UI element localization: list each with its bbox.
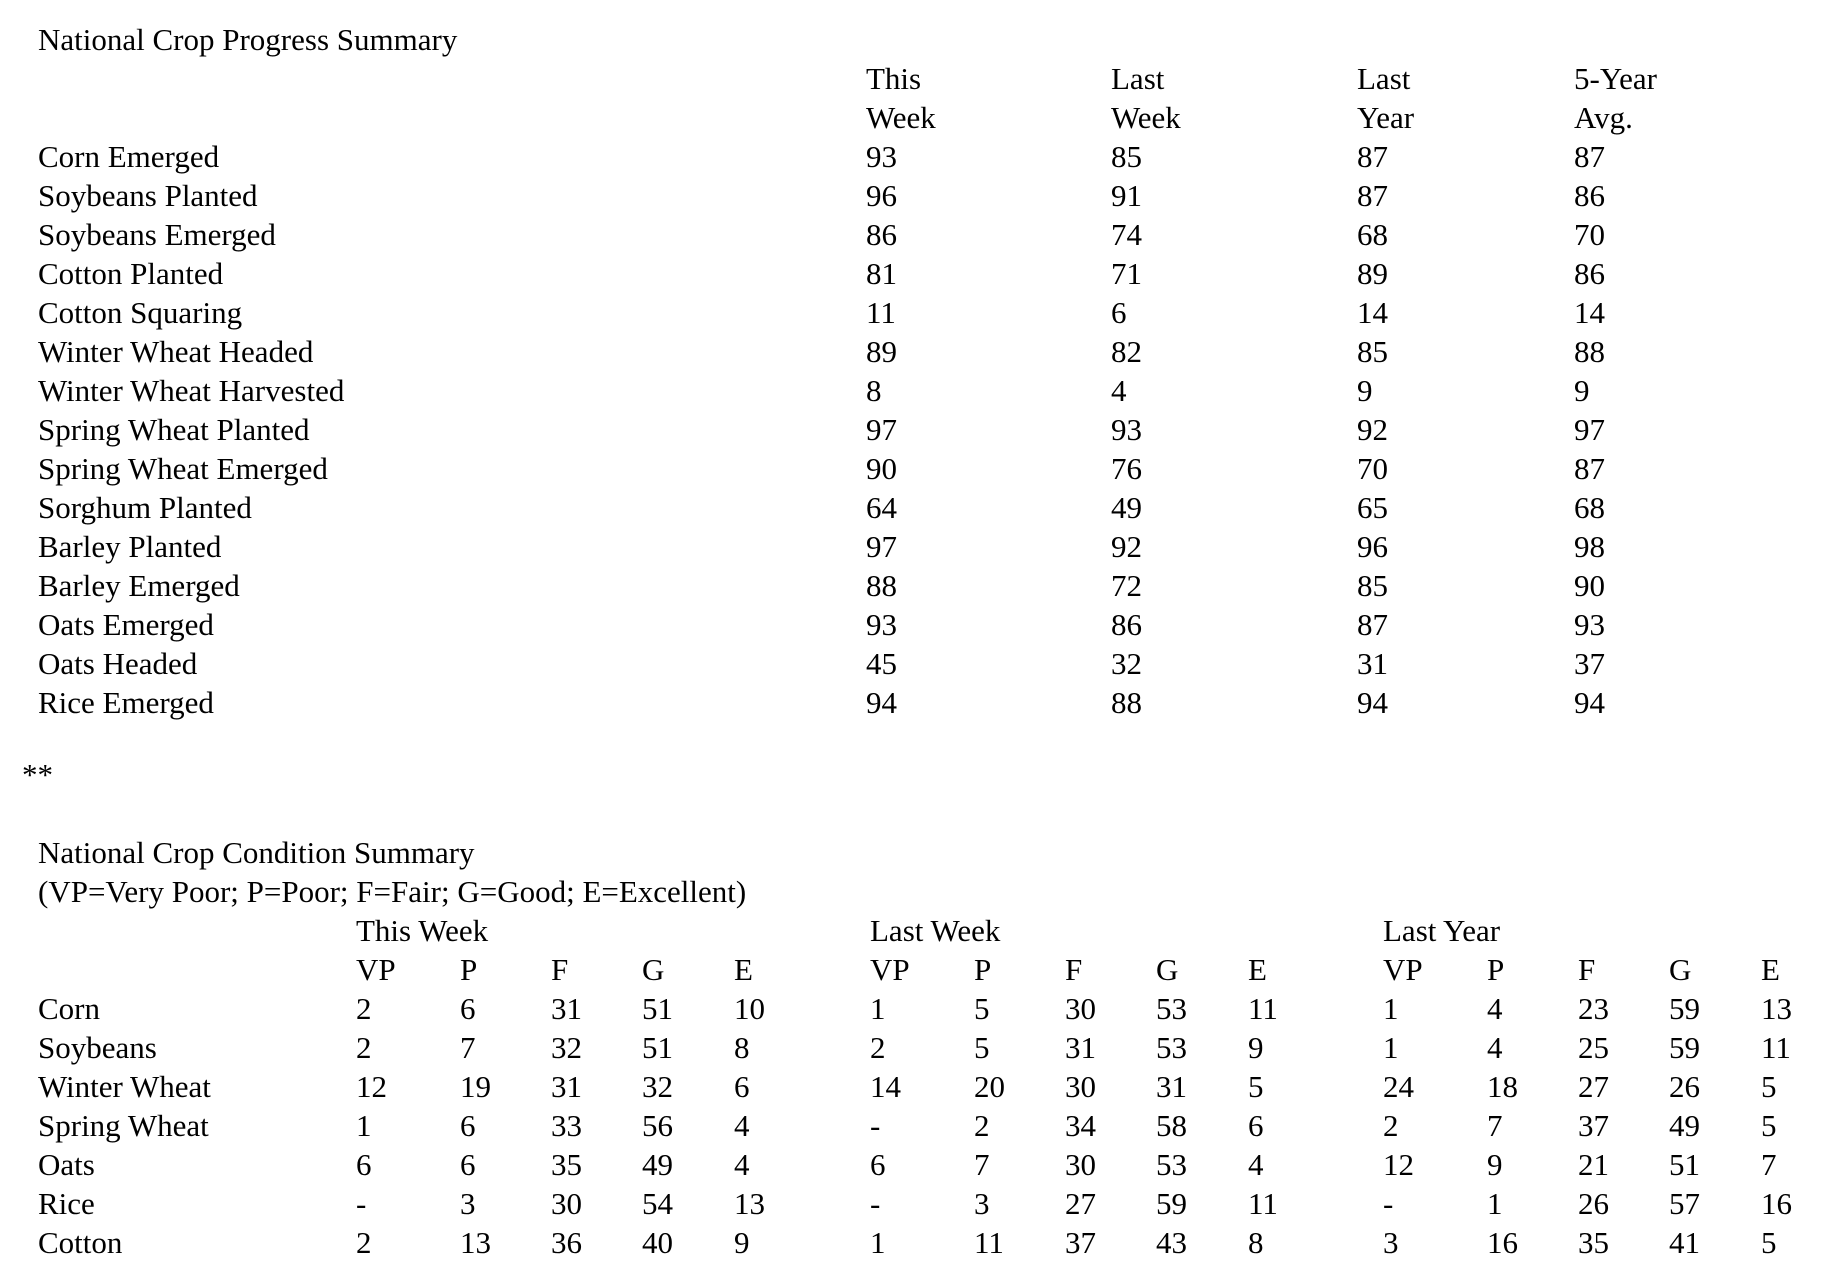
condition-cell: 31	[551, 1069, 582, 1104]
condition-cell: 13	[460, 1225, 491, 1260]
separator-mark: **	[22, 757, 53, 792]
progress-cell: 92	[1357, 412, 1388, 447]
progress-col-header: Year	[1357, 100, 1415, 135]
condition-cell: 16	[1487, 1225, 1518, 1260]
progress-cell: 64	[866, 490, 897, 525]
condition-cell: 7	[974, 1147, 990, 1182]
condition-cell: 6	[460, 991, 476, 1026]
condition-cell: 3	[1383, 1225, 1399, 1260]
condition-cell: 10	[734, 991, 765, 1026]
condition-cell: 5	[1761, 1069, 1777, 1104]
condition-cell: -	[356, 1186, 367, 1221]
condition-cell: 3	[460, 1186, 476, 1221]
progress-cell: 86	[866, 217, 897, 252]
condition-cell: 6	[734, 1069, 750, 1104]
progress-cell: 49	[1111, 490, 1142, 525]
condition-cell: 2	[870, 1030, 886, 1065]
condition-cell: 51	[642, 991, 673, 1026]
progress-cell: 87	[1574, 139, 1605, 174]
condition-cell: 4	[1248, 1147, 1264, 1182]
condition-cell: 7	[1761, 1147, 1777, 1182]
progress-cell: 70	[1357, 451, 1388, 486]
progress-cell: 97	[866, 412, 897, 447]
progress-col-header: This	[866, 61, 922, 96]
condition-subheader: E	[1248, 952, 1267, 987]
condition-cell: 31	[551, 991, 582, 1026]
condition-cell: 53	[1156, 991, 1187, 1026]
progress-cell: 89	[866, 334, 897, 369]
progress-cell: 94	[1574, 685, 1605, 720]
condition-row-label: Corn	[38, 991, 100, 1026]
condition-cell: 13	[734, 1186, 765, 1221]
progress-cell: 86	[1111, 607, 1142, 642]
progress-row-label: Winter Wheat Headed	[38, 334, 314, 369]
condition-cell: 30	[551, 1186, 582, 1221]
condition-cell: 11	[1761, 1030, 1791, 1065]
condition-cell: 6	[356, 1147, 372, 1182]
progress-cell: 8	[866, 373, 882, 408]
condition-cell: 5	[1248, 1069, 1264, 1104]
progress-cell: 11	[866, 295, 896, 330]
progress-row-label: Oats Emerged	[38, 607, 214, 642]
condition-cell: 9	[1248, 1030, 1264, 1065]
condition-cell: 59	[1156, 1186, 1187, 1221]
progress-col-header: 5-Year	[1574, 61, 1657, 96]
condition-cell: 11	[1248, 1186, 1278, 1221]
condition-row-label: Cotton	[38, 1225, 123, 1260]
condition-cell: 25	[1578, 1030, 1609, 1065]
condition-cell: 26	[1578, 1186, 1609, 1221]
condition-cell: 5	[1761, 1225, 1777, 1260]
condition-cell: 8	[734, 1030, 750, 1065]
condition-subheader: F	[1065, 952, 1083, 987]
condition-cell: 1	[356, 1108, 372, 1143]
condition-cell: 30	[1065, 1069, 1096, 1104]
condition-cell: 12	[356, 1069, 387, 1104]
progress-cell: 87	[1357, 139, 1388, 174]
condition-cell: 53	[1156, 1030, 1187, 1065]
progress-col-header: Avg.	[1574, 100, 1633, 135]
condition-subtitle: (VP=Very Poor; P=Poor; F=Fair; G=Good; E=Excellent)	[38, 874, 747, 909]
condition-cell: 3	[974, 1186, 990, 1221]
condition-cell: 36	[551, 1225, 582, 1260]
condition-cell: 4	[1487, 1030, 1503, 1065]
condition-cell: 37	[1065, 1225, 1096, 1260]
progress-cell: 93	[1111, 412, 1142, 447]
condition-cell: 9	[734, 1225, 750, 1260]
condition-cell: 31	[1156, 1069, 1187, 1104]
condition-cell: 1	[1383, 1030, 1399, 1065]
progress-col-header: Last	[1357, 61, 1411, 96]
condition-cell: 18	[1487, 1069, 1518, 1104]
progress-cell: 90	[866, 451, 897, 486]
condition-subheader: E	[734, 952, 753, 987]
condition-subheader: VP	[1383, 952, 1423, 987]
progress-cell: 93	[1574, 607, 1605, 642]
progress-cell: 9	[1574, 373, 1590, 408]
progress-cell: 37	[1574, 646, 1605, 681]
condition-cell: 33	[551, 1108, 582, 1143]
condition-cell: 6	[460, 1108, 476, 1143]
condition-subheader: F	[1578, 952, 1596, 987]
progress-cell: 81	[866, 256, 897, 291]
progress-row-label: Soybeans Planted	[38, 178, 258, 213]
condition-cell: 1	[1383, 991, 1399, 1026]
progress-cell: 6	[1111, 295, 1127, 330]
progress-cell: 32	[1111, 646, 1142, 681]
condition-cell: 27	[1578, 1069, 1609, 1104]
condition-cell: 6	[460, 1147, 476, 1182]
condition-cell: 13	[1761, 991, 1792, 1026]
condition-cell: 19	[460, 1069, 491, 1104]
progress-cell: 71	[1111, 256, 1142, 291]
condition-subheader: VP	[870, 952, 910, 987]
progress-cell: 98	[1574, 529, 1605, 564]
condition-cell: 49	[1669, 1108, 1700, 1143]
condition-group-header: Last Year	[1383, 913, 1501, 948]
progress-col-header: Last	[1111, 61, 1165, 96]
progress-cell: 4	[1111, 373, 1127, 408]
progress-cell: 88	[1111, 685, 1142, 720]
condition-row-label: Soybeans	[38, 1030, 157, 1065]
progress-col-header: Week	[866, 100, 936, 135]
condition-cell: 24	[1383, 1069, 1414, 1104]
condition-cell: -	[870, 1186, 881, 1221]
condition-cell: -	[870, 1108, 881, 1143]
condition-cell: 2	[356, 991, 372, 1026]
condition-cell: 23	[1578, 991, 1609, 1026]
condition-cell: 11	[974, 1225, 1004, 1260]
condition-row-label: Winter Wheat	[38, 1069, 211, 1104]
progress-row-label: Spring Wheat Planted	[38, 412, 310, 447]
condition-cell: 2	[356, 1225, 372, 1260]
condition-cell: 2	[356, 1030, 372, 1065]
condition-subheader: P	[460, 952, 478, 987]
condition-cell: 59	[1669, 991, 1700, 1026]
progress-cell: 94	[866, 685, 897, 720]
condition-cell: 31	[1065, 1030, 1096, 1065]
progress-cell: 68	[1357, 217, 1388, 252]
progress-cell: 72	[1111, 568, 1142, 603]
progress-cell: 96	[866, 178, 897, 213]
condition-cell: 20	[974, 1069, 1005, 1104]
progress-cell: 88	[866, 568, 897, 603]
condition-subheader: P	[974, 952, 992, 987]
progress-cell: 74	[1111, 217, 1142, 252]
condition-cell: 16	[1761, 1186, 1792, 1221]
condition-cell: 30	[1065, 991, 1096, 1026]
condition-cell: 7	[1487, 1108, 1503, 1143]
condition-cell: 51	[1669, 1147, 1700, 1182]
progress-cell: 85	[1357, 334, 1388, 369]
condition-cell: 1	[870, 991, 886, 1026]
progress-row-label: Sorghum Planted	[38, 490, 252, 525]
progress-row-label: Cotton Planted	[38, 256, 224, 291]
progress-cell: 87	[1357, 607, 1388, 642]
progress-col-header: Week	[1111, 100, 1181, 135]
condition-cell: 8	[1248, 1225, 1264, 1260]
condition-cell: 1	[1487, 1186, 1503, 1221]
condition-cell: 4	[734, 1108, 750, 1143]
condition-cell: 1	[870, 1225, 886, 1260]
condition-cell: 4	[1487, 991, 1503, 1026]
progress-row-label: Rice Emerged	[38, 685, 214, 720]
condition-cell: 11	[1248, 991, 1278, 1026]
condition-cell: 59	[1669, 1030, 1700, 1065]
condition-cell: 35	[1578, 1225, 1609, 1260]
condition-subheader: P	[1487, 952, 1505, 987]
progress-title: National Crop Progress Summary	[38, 22, 458, 57]
progress-cell: 76	[1111, 451, 1142, 486]
progress-row-label: Spring Wheat Emerged	[38, 451, 328, 486]
progress-row-label: Soybeans Emerged	[38, 217, 276, 252]
progress-cell: 91	[1111, 178, 1142, 213]
condition-cell: 2	[974, 1108, 990, 1143]
condition-title: National Crop Condition Summary	[38, 835, 475, 870]
condition-cell: 51	[642, 1030, 673, 1065]
condition-cell: 30	[1065, 1147, 1096, 1182]
condition-row-label: Spring Wheat	[38, 1108, 209, 1143]
progress-cell: 65	[1357, 490, 1388, 525]
condition-cell: -	[1383, 1186, 1394, 1221]
condition-cell: 7	[460, 1030, 476, 1065]
condition-cell: 35	[551, 1147, 582, 1182]
condition-cell: 43	[1156, 1225, 1187, 1260]
condition-cell: 57	[1669, 1186, 1700, 1221]
condition-cell: 6	[870, 1147, 886, 1182]
progress-cell: 93	[866, 139, 897, 174]
condition-cell: 32	[551, 1030, 582, 1065]
progress-cell: 85	[1111, 139, 1142, 174]
progress-cell: 68	[1574, 490, 1605, 525]
condition-cell: 9	[1487, 1147, 1503, 1182]
progress-row-label: Barley Emerged	[38, 568, 240, 603]
progress-cell: 14	[1574, 295, 1605, 330]
condition-cell: 12	[1383, 1147, 1414, 1182]
condition-cell: 21	[1578, 1147, 1609, 1182]
condition-cell: 5	[1761, 1108, 1777, 1143]
condition-cell: 32	[642, 1069, 673, 1104]
condition-subheader: G	[1156, 952, 1179, 987]
progress-row-label: Oats Headed	[38, 646, 198, 681]
condition-row-label: Oats	[38, 1147, 95, 1182]
progress-cell: 97	[866, 529, 897, 564]
condition-cell: 34	[1065, 1108, 1096, 1143]
condition-cell: 14	[870, 1069, 901, 1104]
progress-row-label: Winter Wheat Harvested	[38, 373, 345, 408]
condition-subheader: F	[551, 952, 569, 987]
progress-cell: 70	[1574, 217, 1605, 252]
condition-cell: 2	[1383, 1108, 1399, 1143]
progress-cell: 86	[1574, 256, 1605, 291]
progress-cell: 89	[1357, 256, 1388, 291]
condition-cell: 54	[642, 1186, 673, 1221]
condition-cell: 56	[642, 1108, 673, 1143]
progress-cell: 45	[866, 646, 897, 681]
condition-cell: 5	[974, 1030, 990, 1065]
condition-cell: 41	[1669, 1225, 1700, 1260]
condition-cell: 53	[1156, 1147, 1187, 1182]
condition-cell: 26	[1669, 1069, 1700, 1104]
progress-cell: 90	[1574, 568, 1605, 603]
condition-subheader: E	[1761, 952, 1780, 987]
condition-cell: 37	[1578, 1108, 1609, 1143]
progress-cell: 94	[1357, 685, 1388, 720]
condition-subheader: G	[642, 952, 665, 987]
condition-cell: 58	[1156, 1108, 1187, 1143]
condition-row-label: Rice	[38, 1186, 95, 1221]
progress-cell: 88	[1574, 334, 1605, 369]
progress-cell: 93	[866, 607, 897, 642]
condition-cell: 5	[974, 991, 990, 1026]
progress-row-label: Cotton Squaring	[38, 295, 243, 330]
condition-cell: 27	[1065, 1186, 1096, 1221]
condition-subheader: G	[1669, 952, 1692, 987]
progress-cell: 92	[1111, 529, 1142, 564]
condition-cell: 49	[642, 1147, 673, 1182]
progress-cell: 86	[1574, 178, 1605, 213]
condition-subheader: VP	[356, 952, 396, 987]
condition-cell: 4	[734, 1147, 750, 1182]
progress-cell: 87	[1357, 178, 1388, 213]
condition-cell: 40	[642, 1225, 673, 1260]
condition-cell: 6	[1248, 1108, 1264, 1143]
progress-cell: 31	[1357, 646, 1388, 681]
progress-cell: 82	[1111, 334, 1142, 369]
progress-cell: 9	[1357, 373, 1373, 408]
condition-group-header: Last Week	[870, 913, 1001, 948]
progress-row-label: Barley Planted	[38, 529, 222, 564]
progress-cell: 87	[1574, 451, 1605, 486]
progress-row-label: Corn Emerged	[38, 139, 220, 174]
progress-cell: 14	[1357, 295, 1388, 330]
condition-group-header: This Week	[356, 913, 489, 948]
progress-cell: 85	[1357, 568, 1388, 603]
progress-cell: 96	[1357, 529, 1388, 564]
progress-cell: 97	[1574, 412, 1605, 447]
